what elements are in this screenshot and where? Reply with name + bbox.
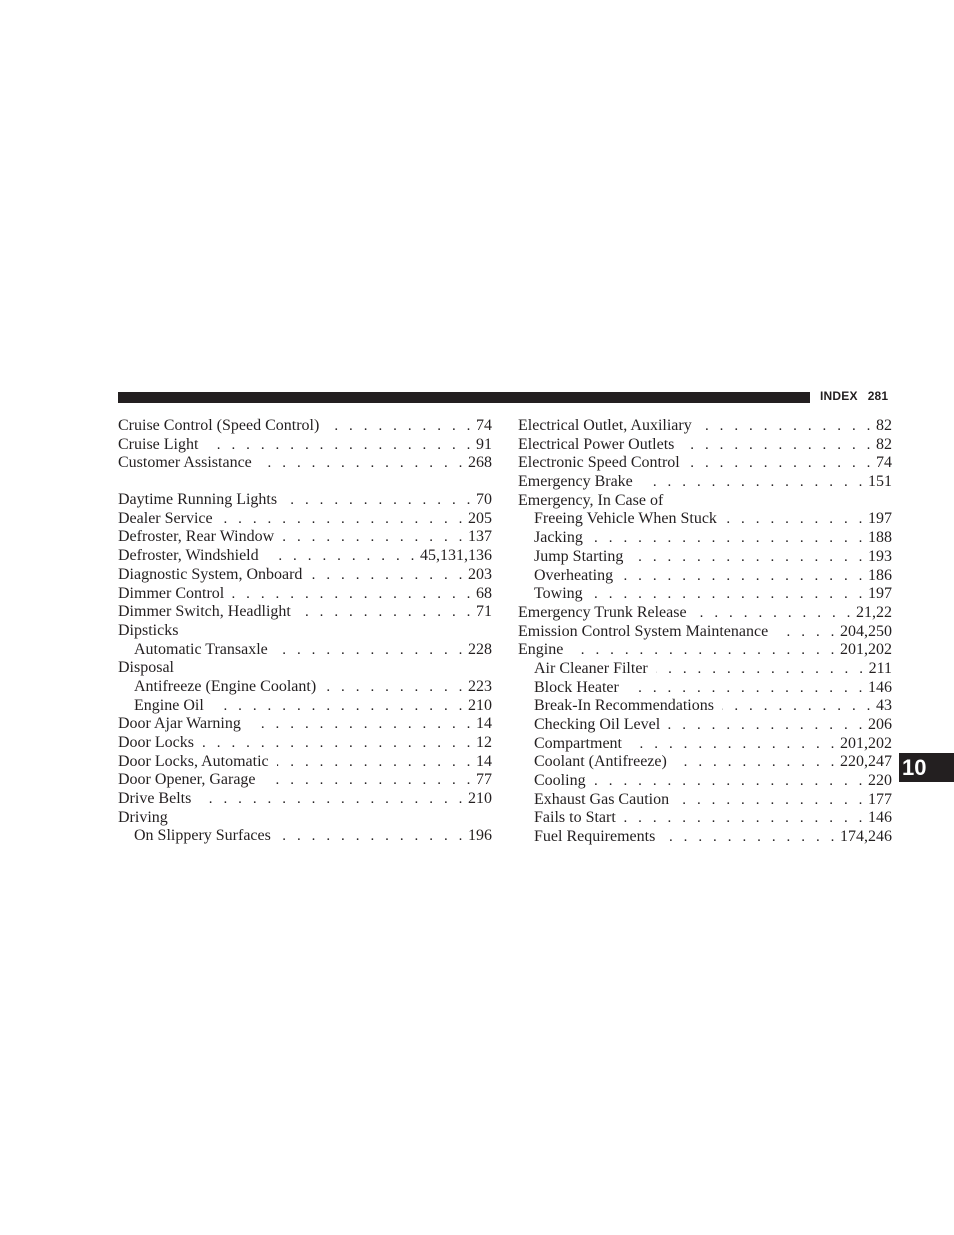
index-page-ref: 71 xyxy=(476,603,492,621)
index-subentry xyxy=(518,567,892,586)
index-term: Engine Oil xyxy=(134,696,204,714)
index-term: Freeing Vehicle When Stuck xyxy=(534,510,717,528)
index-term: Air Cleaner Filter xyxy=(534,659,648,677)
index-page-ref: 211 xyxy=(868,659,892,677)
index-subentry xyxy=(518,735,892,754)
dot-leader xyxy=(324,678,466,697)
dot-leader xyxy=(700,417,874,436)
index-term: Compartment xyxy=(534,734,622,752)
dot-leader xyxy=(668,716,866,735)
index-entry xyxy=(518,436,892,455)
index-entry xyxy=(118,771,492,790)
index-page-ref: 186 xyxy=(868,566,892,584)
index-page-ref: 223 xyxy=(468,677,492,695)
index-term: Drive Belts xyxy=(118,790,192,808)
dot-leader xyxy=(663,828,838,847)
index-subentry xyxy=(518,660,892,679)
index-page-ref: 206 xyxy=(868,716,892,733)
index-page-ref: 74 xyxy=(476,417,492,434)
index-entry xyxy=(118,715,492,734)
index-column-left xyxy=(118,417,492,846)
dot-leader xyxy=(285,491,474,510)
index-entry xyxy=(518,454,892,473)
index-entry xyxy=(118,436,492,455)
chapter-tab: 10 xyxy=(899,753,954,782)
index-subentry xyxy=(118,827,492,846)
index-term: Disposal xyxy=(118,659,174,677)
dot-leader xyxy=(627,679,866,698)
index-page-ref: 210 xyxy=(468,790,492,808)
index-page-ref: 14 xyxy=(476,752,492,770)
index-term: Daytime Running Lights xyxy=(118,491,278,509)
index-page-ref: 220 xyxy=(868,772,892,790)
index-entry xyxy=(118,528,492,547)
index-page-ref: 188 xyxy=(868,529,892,547)
index-term: Emission Control System Maintenance xyxy=(518,622,769,640)
index-page-ref: 174,246 xyxy=(840,828,892,846)
index-term: Jump Starting xyxy=(534,547,624,565)
index-term: Emergency Trunk Release xyxy=(518,603,687,621)
index-page-ref: 77 xyxy=(476,771,492,789)
index-term: Customer Assistance xyxy=(118,454,252,472)
index-entry xyxy=(518,473,892,492)
index-term: Break-In Recommendations xyxy=(534,697,714,715)
index-page-ref: 21,22 xyxy=(856,603,892,621)
dot-leader xyxy=(249,715,474,734)
index-page-ref: 43 xyxy=(876,697,892,715)
index-term: Fuel Requirements xyxy=(534,828,656,846)
index-subentry xyxy=(518,716,892,735)
dot-leader xyxy=(282,528,466,547)
index-term: Dipsticks xyxy=(118,621,179,639)
index-term: Overheating xyxy=(534,566,614,584)
index-term: Cruise Control (Speed Control) xyxy=(118,417,320,434)
dot-leader xyxy=(624,809,866,828)
index-page-ref: 146 xyxy=(868,809,892,827)
dot-leader xyxy=(327,417,474,436)
dot-leader xyxy=(212,697,466,716)
index-term: Towing xyxy=(534,585,583,603)
index-term: Electrical Power Outlets xyxy=(518,435,675,453)
index-term: Jacking xyxy=(534,529,583,547)
index-page-ref: 14 xyxy=(476,715,492,733)
index-page-ref: 177 xyxy=(868,790,892,808)
dot-leader xyxy=(688,454,874,473)
index-term: Diagnostic System, Onboard xyxy=(118,565,303,583)
index-entry xyxy=(118,566,492,585)
index-subentry xyxy=(518,510,892,529)
index-subentry xyxy=(518,791,892,810)
index-entry xyxy=(118,809,492,828)
index-term: Antifreeze (Engine Coolant) xyxy=(134,677,317,695)
index-subentry xyxy=(518,828,892,847)
index-term: Dimmer Switch, Headlight xyxy=(118,603,291,621)
index-term: Door Ajar Warning xyxy=(118,715,241,733)
index-term: Automatic Transaxle xyxy=(134,640,268,658)
index-page-ref: 203 xyxy=(468,565,492,583)
index-entry xyxy=(118,603,492,622)
index-term: Door Locks, Automatic xyxy=(118,752,269,770)
index-entry xyxy=(518,417,892,436)
index-entry xyxy=(518,623,892,642)
header-rule xyxy=(118,392,810,403)
index-subentry xyxy=(518,697,892,716)
index-page-ref: 197 xyxy=(868,510,892,528)
dot-leader xyxy=(591,585,866,604)
index-page-ref: 151 xyxy=(868,473,892,491)
dot-leader xyxy=(199,790,466,809)
dot-leader xyxy=(206,436,474,455)
running-header xyxy=(820,389,888,403)
section-title: INDEX xyxy=(820,389,858,403)
index-subentry xyxy=(518,753,892,772)
index-term: Door Locks xyxy=(118,734,194,751)
index-entry xyxy=(118,547,492,566)
index-term: On Slippery Surfaces xyxy=(134,827,271,845)
dot-leader xyxy=(260,454,466,473)
index-column-right xyxy=(518,417,892,847)
index-page-ref: 146 xyxy=(868,678,892,696)
index-term: Emergency Brake xyxy=(518,473,633,491)
dot-leader xyxy=(656,660,867,679)
dot-leader xyxy=(677,791,866,810)
dot-leader xyxy=(630,735,838,754)
dot-leader xyxy=(594,772,866,791)
index-page-ref: 82 xyxy=(876,435,892,453)
index-page-ref: 228 xyxy=(468,640,492,658)
index-subentry xyxy=(518,809,892,828)
dot-leader xyxy=(310,566,466,585)
dot-leader xyxy=(571,641,838,660)
dot-leader xyxy=(722,697,874,716)
index-term: Engine xyxy=(518,641,564,659)
index-subentry xyxy=(518,679,892,698)
index-term: Door Opener, Garage xyxy=(118,771,256,789)
dot-leader xyxy=(221,510,466,529)
index-page-ref: 45,131,136 xyxy=(420,547,492,565)
index-page-ref: 201,202 xyxy=(840,734,892,752)
index-term: Cruise Light xyxy=(118,435,199,453)
index-subentry xyxy=(118,697,492,716)
dot-leader xyxy=(675,753,838,772)
dot-leader xyxy=(232,585,474,604)
index-entry xyxy=(118,585,492,604)
index-page-ref: 196 xyxy=(468,827,492,845)
index-term: Checking Oil Level xyxy=(534,716,661,733)
dot-leader xyxy=(621,567,866,586)
index-page-ref: 91 xyxy=(476,435,492,453)
index-term: Dimmer Control xyxy=(118,584,225,602)
dot-leader xyxy=(725,510,866,529)
index-page-ref: 137 xyxy=(468,528,492,546)
index-term: Block Heater xyxy=(534,678,619,696)
index-entry xyxy=(118,622,492,641)
index-page-ref: 197 xyxy=(868,585,892,603)
index-page-ref: 204,250 xyxy=(840,622,892,640)
index-page-ref: 70 xyxy=(476,491,492,509)
index-term: Defroster, Windshield xyxy=(118,547,259,565)
dot-leader xyxy=(264,771,474,790)
index-subentry xyxy=(518,548,892,567)
index-page-ref: 12 xyxy=(476,734,492,751)
index-subentry xyxy=(118,678,492,697)
index-page-ref: 220,247 xyxy=(840,753,892,771)
dot-leader xyxy=(202,734,474,753)
index-term: Electronic Speed Control xyxy=(518,454,680,472)
dot-leader xyxy=(277,753,474,772)
index-term: Driving xyxy=(118,808,168,826)
dot-leader xyxy=(591,529,866,548)
index-subentry xyxy=(518,772,892,791)
index-entry xyxy=(118,790,492,809)
dot-leader xyxy=(776,623,838,642)
dot-leader xyxy=(695,604,854,623)
index-term: Defroster, Rear Window xyxy=(118,528,275,546)
index-entry xyxy=(118,491,492,510)
dot-leader xyxy=(276,641,466,660)
index-entry xyxy=(118,659,492,678)
index-entry xyxy=(518,604,892,623)
index-subentry xyxy=(518,585,892,604)
dot-leader xyxy=(267,547,418,566)
index-subentry xyxy=(518,529,892,548)
dot-leader xyxy=(641,473,866,492)
index-page-ref: 205 xyxy=(468,509,492,527)
index-page-ref: 193 xyxy=(868,547,892,565)
index-term: Dealer Service xyxy=(118,509,213,527)
index-term: Exhaust Gas Caution xyxy=(534,790,670,808)
index-term: Fails to Start xyxy=(534,809,616,827)
index-entry xyxy=(518,492,892,511)
page-number: 281 xyxy=(867,389,889,403)
index-page-ref: 210 xyxy=(468,696,492,714)
index-page-ref: 68 xyxy=(476,584,492,602)
dot-leader xyxy=(631,548,866,567)
index-subentry xyxy=(118,641,492,660)
index-term: Coolant (Antifreeze) xyxy=(534,753,667,771)
index-term: Electrical Outlet, Auxiliary xyxy=(518,417,692,434)
index-page-ref: 268 xyxy=(468,454,492,472)
index-entry xyxy=(118,753,492,772)
dot-leader xyxy=(682,436,874,455)
index-page-ref: 201,202 xyxy=(840,641,892,659)
dot-leader xyxy=(299,603,474,622)
index-term: Emergency, In Case of xyxy=(518,491,664,509)
index-entry xyxy=(118,417,492,436)
dot-leader xyxy=(279,827,466,846)
index-entry xyxy=(118,510,492,529)
index-term: Cooling xyxy=(534,772,586,790)
index-entry xyxy=(118,454,492,473)
index-entry xyxy=(118,734,492,753)
index-page-ref: 82 xyxy=(876,417,892,434)
index-entry xyxy=(518,641,892,660)
index-page-ref: 74 xyxy=(876,454,892,472)
